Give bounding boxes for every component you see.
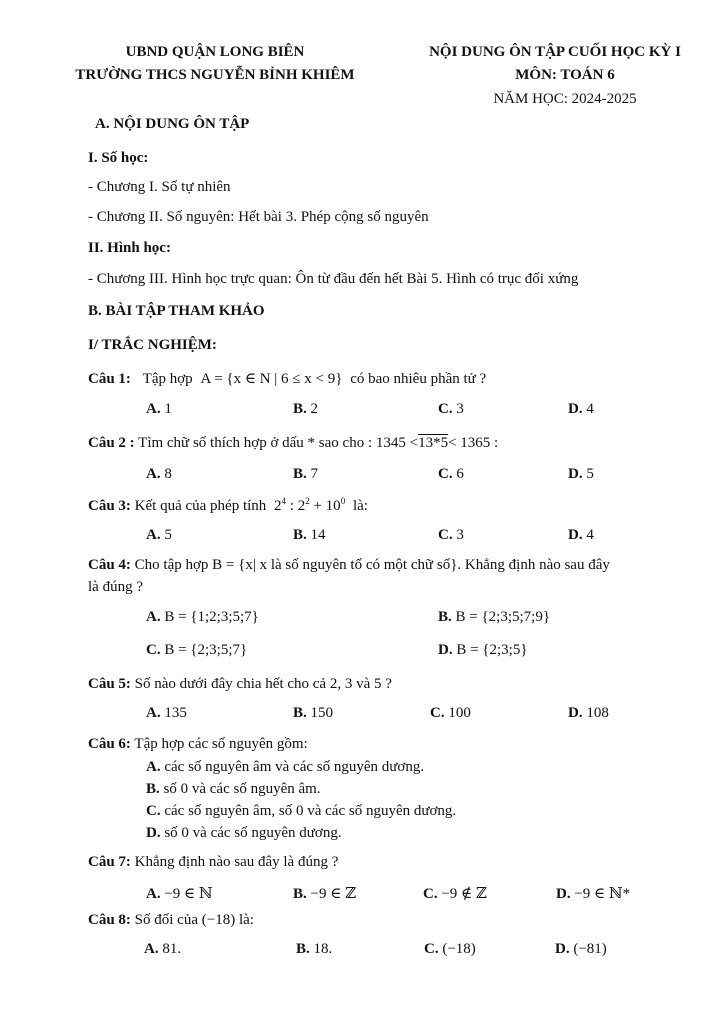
option-value: −9 ∈ ℕ — [164, 886, 213, 902]
q4-option-a[interactable] — [146, 609, 259, 626]
q2-option-d[interactable] — [568, 466, 594, 483]
q3-option-d[interactable] — [568, 527, 594, 544]
option-key: D. — [556, 886, 571, 902]
q3-option-a[interactable] — [146, 527, 172, 544]
section-b-title: B. BÀI TẬP THAM KHẢO — [88, 303, 265, 319]
question-text: Cho tập hợp B = {x| x là số nguyên tố có một chữ số}. Khẳng định nào sau đây — [134, 557, 610, 573]
question-text: Kết quả của phép tính — [134, 498, 267, 514]
school-name: TRƯỜNG THCS NGUYỄN BỈNH KHIÊM — [75, 67, 355, 83]
question-label: Câu 1: — [88, 371, 131, 387]
question-label: Câu 5: — [88, 676, 131, 692]
option-value: 108 — [586, 705, 609, 721]
q4-option-c[interactable] — [146, 642, 247, 659]
option-value: B = {2;3;5;7;9} — [455, 609, 551, 625]
option-key: D. — [555, 941, 570, 957]
option-key: D. — [568, 705, 583, 721]
question-text-end: có bao nhiêu phần tử ? — [350, 371, 487, 387]
option-value: 6 — [456, 466, 464, 482]
option-value: 5 — [164, 527, 172, 543]
q2-option-a[interactable] — [146, 466, 172, 483]
section-a-i-item2: - Chương II. Số nguyên: Hết bài 3. Phép cộng số nguyên — [88, 209, 429, 225]
option-value: −9 ∈ ℕ* — [574, 886, 631, 902]
option-key: D. — [568, 466, 583, 482]
option-value: B = {2;3;5} — [456, 642, 528, 658]
option-key: A. — [146, 466, 161, 482]
option-value: 7 — [310, 466, 319, 482]
option-key: C. — [438, 466, 453, 482]
option-key: B. — [293, 401, 307, 417]
question-8 — [88, 912, 254, 929]
option-value: 14 — [310, 527, 326, 543]
question-label: Câu 6: — [88, 736, 131, 752]
option-key: A. — [146, 759, 161, 775]
q1-option-b[interactable] — [293, 401, 318, 418]
question-math: $2^4$ : $2^2 + 10^0$ — [274, 496, 346, 514]
option-value: −9 ∉ ℤ — [441, 886, 487, 902]
option-key: B. — [293, 466, 307, 482]
q1-option-d[interactable] — [568, 401, 594, 418]
option-value: 3 — [456, 527, 464, 543]
q8-option-a[interactable] — [144, 941, 181, 958]
question-7 — [88, 854, 338, 871]
question-label: Câu 2 : — [88, 435, 135, 451]
option-key: A. — [146, 527, 161, 543]
option-key: A. — [146, 886, 161, 902]
option-value: (−18) — [442, 941, 476, 957]
option-value: 81. — [162, 941, 182, 957]
option-value: số 0 và các số nguyên dương. — [164, 825, 342, 841]
option-key: C. — [438, 527, 453, 543]
option-value: B = {1;2;3;5;7} — [164, 609, 259, 625]
option-value: B = {2;3;5;7} — [164, 642, 248, 658]
q7-option-c[interactable] — [423, 884, 487, 903]
question-2 — [88, 435, 498, 452]
option-key: A. — [144, 941, 159, 957]
question-text: Số đối của — [134, 912, 198, 928]
option-value: 8 — [164, 466, 172, 482]
question-text: Khẳng định nào sau đây là đúng ? — [134, 854, 339, 870]
question-text-end: là: — [238, 912, 254, 928]
option-key: C. — [430, 705, 445, 721]
question-text: Tập hợp các số nguyên gồm: — [134, 736, 308, 752]
question-math: A = {x ∈ N | 6 ≤ x < 9} — [200, 371, 343, 387]
option-value: 135 — [164, 705, 187, 721]
question-math-number: 13*5 — [418, 435, 449, 451]
question-math-left: 1345 < — [375, 435, 419, 451]
question-text: Số nào dưới đây chia hết cho cả 2, 3 và 5 ? — [134, 676, 392, 692]
question-4-line2: là đúng ? — [88, 579, 143, 595]
q3-option-b[interactable] — [293, 527, 326, 544]
q5-option-b[interactable] — [293, 705, 333, 722]
option-value: −9 ∈ ℤ — [310, 886, 357, 902]
question-1 — [88, 369, 486, 388]
option-key: D. — [568, 527, 583, 543]
q4-option-b[interactable] — [438, 609, 550, 626]
q5-option-a[interactable] — [146, 705, 187, 722]
option-key: C. — [146, 642, 161, 658]
q6-option-b[interactable] — [146, 781, 321, 798]
option-value: 4 — [586, 527, 594, 543]
option-value: 4 — [586, 401, 594, 417]
option-key: B. — [293, 527, 307, 543]
question-label: Câu 8: — [88, 912, 131, 928]
q7-option-a[interactable] — [146, 884, 213, 903]
option-value: 5 — [586, 466, 594, 482]
q7-option-b[interactable] — [293, 884, 356, 903]
q1-option-a[interactable] — [146, 401, 172, 418]
option-key: B. — [296, 941, 310, 957]
option-value: 2 — [310, 401, 319, 417]
question-3 — [88, 498, 368, 515]
option-key: C. — [146, 803, 161, 819]
q3-option-c[interactable] — [438, 527, 464, 544]
q8-option-b[interactable] — [296, 941, 332, 958]
question-6 — [88, 736, 308, 753]
option-key: C. — [423, 886, 438, 902]
section-a-ii-item1: - Chương III. Hình học trực quan: Ôn từ đầu đến hết Bài 5. Hình có trục đối xứng — [88, 271, 579, 287]
section-a-i-item1: - Chương I. Số tự nhiên — [88, 179, 231, 195]
option-key: D. — [568, 401, 583, 417]
option-key: C. — [424, 941, 439, 957]
q8-option-d[interactable] — [555, 941, 607, 958]
doc-title: NỘI DUNG ÔN TẬP CUỐI HỌC KỲ I — [429, 44, 681, 60]
option-key: B. — [293, 886, 307, 902]
q6-option-c[interactable] — [146, 803, 456, 820]
option-key: A. — [146, 609, 161, 625]
option-key: D. — [146, 825, 161, 841]
school-year: NĂM HỌC: 2024-2025 — [493, 91, 637, 107]
section-a-title: A. NỘI DUNG ÔN TẬP — [95, 116, 250, 132]
section-b-subtitle: I/ TRẮC NGHIỆM: — [88, 337, 217, 353]
school-district: UBND QUẬN LONG BIÊN — [125, 44, 305, 60]
question-label: Câu 7: — [88, 854, 131, 870]
q7-option-d[interactable] — [556, 884, 630, 903]
option-value: các số nguyên âm, số 0 và các số nguyên dương. — [164, 803, 457, 819]
option-value: (−81) — [573, 941, 607, 957]
option-key: A. — [146, 705, 161, 721]
option-key: B. — [293, 705, 307, 721]
q6-option-d[interactable] — [146, 825, 342, 842]
option-value: 18. — [313, 941, 333, 957]
subject: MÔN: TOÁN 6 — [515, 67, 615, 83]
q2-option-c[interactable] — [438, 466, 464, 483]
q1-option-c[interactable] — [438, 401, 464, 418]
option-value: các số nguyên âm và các số nguyên dương. — [164, 759, 425, 775]
option-value: 150 — [310, 705, 334, 721]
option-key: B. — [146, 781, 160, 797]
question-label: Câu 4: — [88, 557, 131, 573]
option-value: 100 — [448, 705, 471, 721]
section-a-ii-title: II. Hình học: — [88, 240, 171, 256]
q6-option-a[interactable] — [146, 759, 424, 776]
question-5 — [88, 676, 392, 693]
option-value: 1 — [164, 401, 172, 417]
option-key: B. — [438, 609, 452, 625]
question-text: Tập hợp — [142, 371, 193, 387]
q4-option-d[interactable] — [438, 642, 528, 659]
question-label: Câu 3: — [88, 498, 131, 514]
q5-option-c[interactable] — [430, 705, 471, 722]
q5-option-d[interactable] — [568, 705, 609, 722]
question-4 — [88, 557, 610, 574]
option-value: số 0 và các số nguyên âm. — [163, 781, 321, 797]
option-key: A. — [146, 401, 161, 417]
option-key: D. — [438, 642, 453, 658]
question-math-right: < 1365 : — [448, 435, 499, 451]
question-text-end: là: — [352, 498, 368, 514]
question-text: Tìm chữ số thích hợp ở dấu * sao cho : — [138, 435, 373, 451]
option-key: C. — [438, 401, 453, 417]
q2-option-b[interactable] — [293, 466, 318, 483]
section-a-i-title: I. Số học: — [88, 150, 149, 166]
q8-option-c[interactable] — [424, 941, 476, 958]
question-math: (−18) — [201, 912, 236, 928]
option-value: 3 — [456, 401, 464, 417]
